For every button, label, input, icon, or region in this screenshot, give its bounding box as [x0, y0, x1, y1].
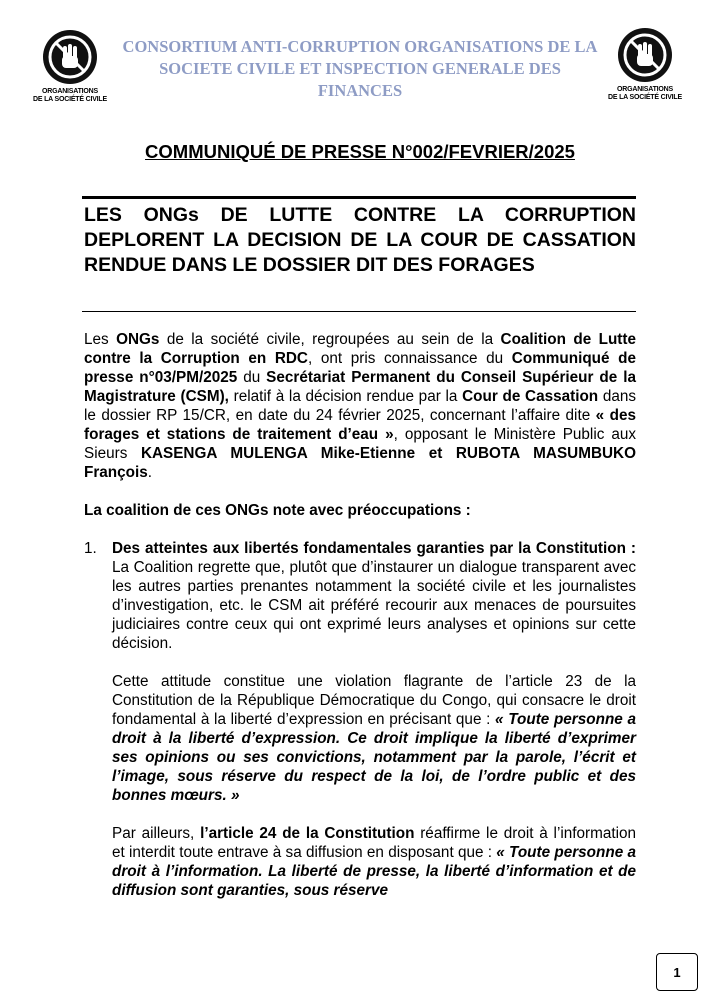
logo-left	[30, 30, 110, 104]
item-paragraph: Des atteintes aux libertés fondamentales garanties par la Constitution : La Coalition regrette que, plutôt que d’instaurer un dialogue transparent avec les autres parties prenantes notamment la société civile et les journalistes d’investigation, etc. le CSM ait préféré recourir aux menaces de poursuites judiciaires contre ceux qui ont exprimé leurs analyses et opinions sur cette décision.	[112, 540, 636, 652]
logo-caption: ORGANISATIONS DE LA SOCIÉTÉ CIVILE	[608, 86, 682, 101]
divider-bottom	[82, 311, 636, 312]
list-number: 1.	[84, 540, 97, 557]
headline: LES ONGs DE LUTTE CONTRE LA CORRUPTION DEPLORENT LA DECISION DE LA COUR DE CASSATION RENDUE DANS LE DOSSIER DIT DES FORAGES	[84, 204, 636, 276]
anti-corruption-hand-icon	[43, 30, 97, 84]
article-24-paragraph: Par ailleurs, l’article 24 de la Constitution réaffirme le droit à l’information et interdit toute entrave à sa diffusion en disposant que : « Toute personne a droit à l’information. La liberté de presse, la liberté d’information et de diffusion sont garanties, sous réserve	[112, 825, 637, 899]
note-heading: La coalition de ces ONGs note avec préoccupations :	[84, 502, 471, 519]
list-item	[84, 539, 636, 900]
logo-caption: ORGANISATIONS DE LA SOCIÉTÉ CIVILE	[33, 88, 107, 103]
anti-corruption-hand-icon	[618, 28, 672, 82]
logo-right	[605, 28, 685, 102]
page-number: 1	[656, 953, 698, 991]
intro-paragraph: Les ONGs de la société civile, regroupées au sein de la Coalition de Lutte contre la Corruption en RDC, ont pris connaissance du Communiqué de presse n°03/PM/2025 du Secrétariat Permanent du Conseil Supérieur de la Magistrature (CSM), relatif à la décision rendue par la Cour de Cassation dans le dossier RP 15/CR, en date du 24 février 2025, concernant l’affaire dite « des forages et stations de traitement d’eau », opposant le Ministère Public aux Sieurs KASENGA MULENGA Mike-Etienne et RUBOTA MASUMBUKO François.	[84, 331, 637, 481]
document-body	[84, 330, 636, 900]
press-release-title: COMMUNIQUÉ DE PRESSE N°002/FEVRIER/2025	[145, 141, 575, 162]
divider-top	[82, 196, 636, 199]
header-title: CONSORTIUM ANTI-CORRUPTION ORGANISATIONS DE LA SOCIETE CIVILE ET INSPECTION GENERALE DES FINANCES	[122, 37, 598, 100]
article-23-paragraph: Cette attitude constitue une violation flagrante de l’article 23 de la Constitution de la République Démocratique du Congo, qui consacre le droit fondamental à la liberté d’expression en précisant que : « Toute personne a droit à la liberté d’expression. Ce droit implique la liberté d’exprimer ses opinions ou ses convictions, notamment par la parole, l’écrit et l’image, sous réserve du respect de la loi, de l’ordre public et des bonnes mœurs. »	[112, 673, 636, 804]
